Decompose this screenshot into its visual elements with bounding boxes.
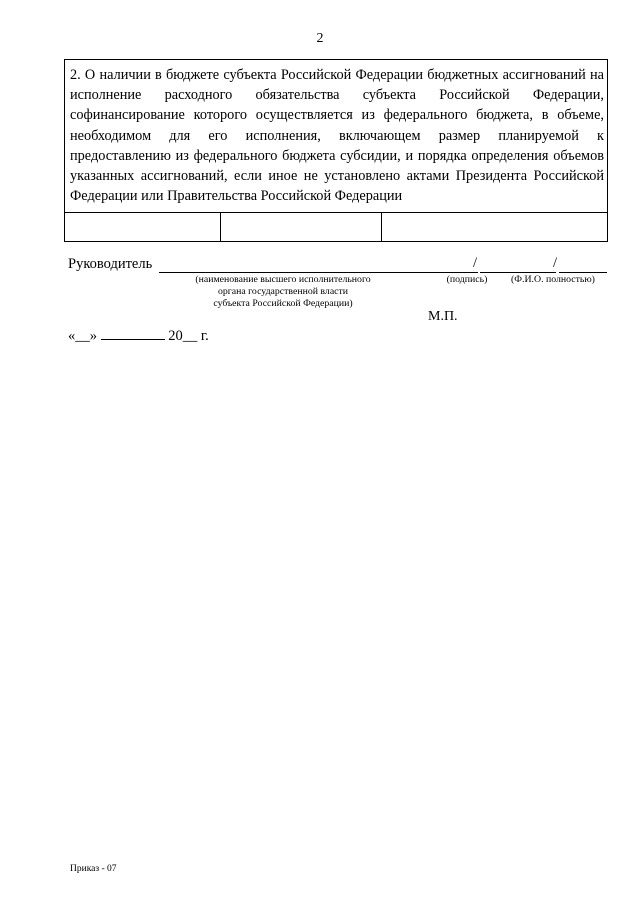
date-line — [68, 327, 209, 345]
table-cell-2[interactable] — [221, 213, 382, 242]
date-day-blank[interactable]: __ — [75, 328, 90, 344]
org-name-line[interactable] — [159, 272, 478, 273]
fio-line[interactable] — [559, 272, 607, 273]
seal-mark: М.П. — [428, 309, 458, 324]
date-open-quote: « — [68, 328, 76, 344]
page-number: 2 — [316, 31, 324, 46]
section-2-text: 2. О наличии в бюджете субъекта Российской Федерации бюджетных ассигнований на исполнение расходного обязательства субъекта Российской Федерации, софинансирование которого осуществляется из федерального бюджета, в объеме, необходимом для его исполнения, включающем размер планируемой к предоставлению из федерального бюджета субсидии, и порядка определения объемов указанных ассигнований, если иное не установлено актами Президента Российской Федерации или Правительства Российской Федерации — [65, 60, 608, 213]
org-caption-line-3: субъекта Российской Федерации) — [213, 298, 353, 309]
signature-line[interactable] — [480, 272, 556, 273]
footer-note: Приказ - 07 — [70, 864, 117, 874]
org-caption-line-1: (наименование высшего исполнительного — [195, 274, 371, 285]
table-cell-1[interactable] — [65, 213, 221, 242]
signature-caption: (подпись) — [446, 274, 488, 285]
date-year-prefix: 20 — [168, 328, 183, 344]
signature-label: Руководитель — [68, 256, 153, 272]
slash-2: / — [553, 255, 558, 271]
signature-block — [68, 256, 608, 326]
date-close-quote: » — [89, 328, 97, 344]
date-month-blank[interactable] — [101, 327, 165, 340]
slash-1: / — [473, 255, 478, 271]
table-cell-3[interactable] — [382, 213, 608, 242]
form-table — [64, 59, 608, 242]
org-caption-line-2: органа государственной власти — [217, 286, 349, 297]
fio-caption: (Ф.И.О. полностью) — [511, 274, 595, 285]
date-year-blank[interactable]: __ — [182, 328, 198, 344]
org-caption — [168, 274, 398, 310]
date-suffix: г. — [200, 328, 209, 344]
